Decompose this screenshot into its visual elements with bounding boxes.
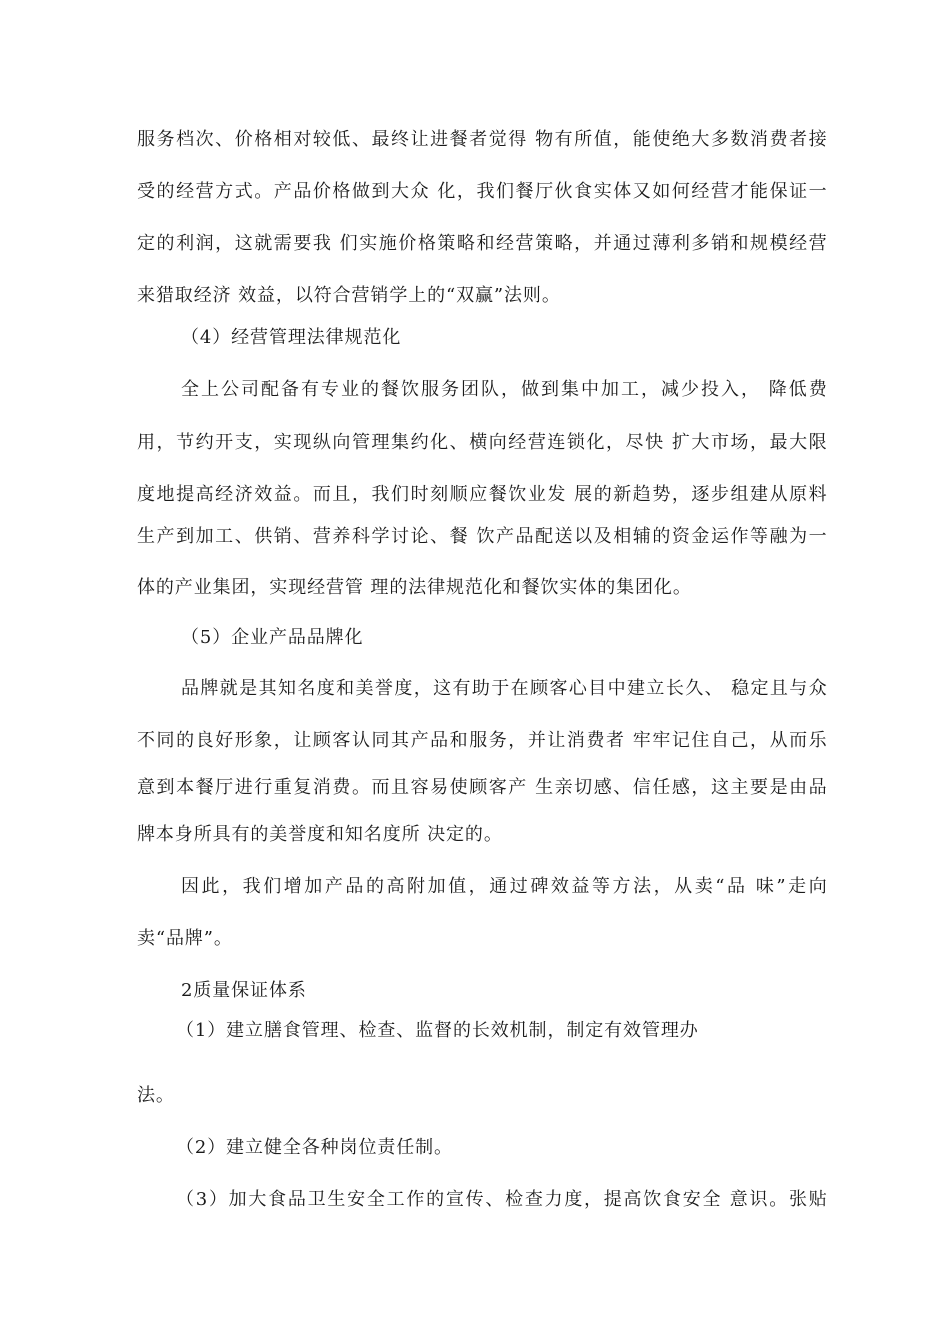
body-text-line: 全上公司配备有专业的餐饮服务团队，做到集中加工，减少投入， 降低费	[181, 379, 827, 400]
body-text-line: 生产到加工、供销、营养科学讨论、餐 饮产品配送以及相辅的资金运作等融为一	[137, 526, 827, 547]
section-heading: 2质量保证体系	[181, 980, 307, 1001]
body-text-line: 卖“品牌”。	[137, 928, 233, 949]
body-text-line: 不同的良好形象，让顾客认同其产品和服务，并让消费者 牢牢记住自己，从而乐	[137, 730, 827, 751]
list-item: （1）建立膳食管理、检查、监督的长效机制，制定有效管理办	[176, 1020, 699, 1041]
section-heading: （5）企业产品品牌化	[181, 627, 364, 648]
list-item: （2）建立健全各种岗位责任制。	[176, 1137, 453, 1158]
body-text-line: 品牌就是其知名度和美誉度，这有助于在顾客心目中建立长久、 稳定且与众	[181, 678, 827, 699]
body-text-line: 受的经营方式。产品价格做到大众 化，我们餐厅伙食实体又如何经营才能保证一	[137, 181, 827, 202]
body-text-line: 服务档次、价格相对较低、最终让进餐者觉得 物有所值，能使绝大多数消费者接	[137, 129, 827, 150]
list-item-continuation: 法。	[137, 1085, 175, 1106]
body-text-line: 因此，我们增加产品的高附加值，通过碑效益等方法，从卖“品 味”走向	[181, 876, 827, 897]
section-heading: （4）经营管理法律规范化	[181, 327, 402, 348]
list-item: （3）加大食品卫生安全工作的宣传、检查力度，提高饮食安全 意识。张贴	[176, 1189, 827, 1210]
body-text-line: 意到本餐厅进行重复消费。而且容易使顾客产 生亲切感、信任感，这主要是由品	[137, 777, 827, 798]
body-text-line: 用，节约开支，实现纵向管理集约化、横向经营连锁化，尽快 扩大市场，最大限	[137, 432, 827, 453]
body-text-line: 体的产业集团，实现经营管 理的法律规范化和餐饮实体的集团化。	[137, 577, 692, 598]
body-text-line: 来猎取经济 效益，以符合营销学上的“双赢”法则。	[137, 285, 561, 306]
body-text-line: 牌本身所具有的美誉度和知名度所 决定的。	[137, 824, 503, 845]
body-text-line: 定的利润，这就需要我 们实施价格策略和经营策略，并通过薄利多销和规模经营	[137, 233, 827, 254]
body-text-line: 度地提高经济效益。而且，我们时刻顺应餐饮业发 展的新趋势，逐步组建从原料	[137, 484, 827, 505]
